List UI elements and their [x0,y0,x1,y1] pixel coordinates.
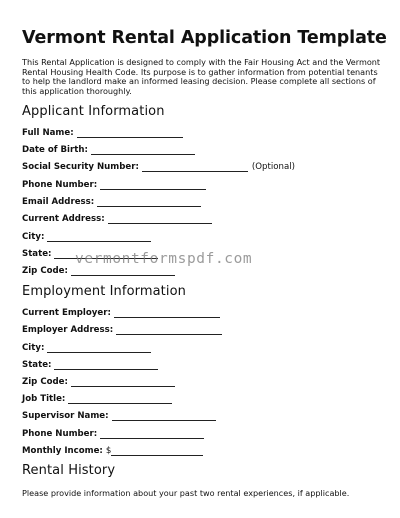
phone-number-line[interactable] [100,180,206,190]
field-label: Full Name: [22,128,74,138]
job-title-line[interactable] [68,394,172,404]
email-address-field[interactable] [22,196,201,208]
zip-code-line[interactable] [71,266,175,276]
employment-zip-code-field[interactable] [22,376,175,388]
employment-state-line[interactable] [54,360,158,370]
currency-symbol: $ [105,446,112,456]
employment-phone-number-field[interactable] [22,428,204,440]
current-address-line[interactable] [108,214,212,224]
city-line[interactable] [47,232,151,242]
employment-phone-number-line[interactable] [100,429,204,439]
field-label: Job Title: [22,394,66,404]
rental-history-heading: Rental History [22,463,116,478]
current-employer-field[interactable] [22,307,220,319]
field-label: Phone Number: [22,180,98,190]
current-employer-line[interactable] [114,308,220,318]
employment-heading: Employment Information [22,284,186,299]
field-label: State: [22,360,52,370]
date-of-birth-line[interactable] [91,145,195,155]
document-title: Vermont Rental Application Template [22,28,387,48]
date-of-birth-field[interactable] [22,144,195,156]
monthly-income-field[interactable] [22,445,203,457]
supervisor-name-line[interactable] [112,411,216,421]
field-label: Current Employer: [22,308,111,318]
employment-state-field[interactable] [22,359,158,371]
field-label: Zip Code: [22,377,68,387]
field-label: Social Security Number: [22,162,139,172]
field-label: Zip Code: [22,266,68,276]
full-name-line[interactable] [77,128,183,138]
field-label: Employer Address: [22,325,114,335]
watermark-text: vermontformspdf.com [75,251,253,267]
field-label: Supervisor Name: [22,411,109,421]
employment-zip-code-line[interactable] [71,377,175,387]
field-label: Phone Number: [22,429,98,439]
monthly-income-line[interactable] [111,446,203,456]
field-label: State: [22,249,52,259]
intro-paragraph: This Rental Application is designed to comply with the Fair Housing Act and the Vermont Rental Housing Health Code. Its purpose is to gather information from potential tenants to help the landlord make an informed leasing decision. Please complete all sections of this application thoroughly. [22,57,381,96]
field-label: Email Address: [22,197,95,207]
field-label: City: [22,232,45,242]
city-field[interactable] [22,231,151,243]
email-address-line[interactable] [97,197,201,207]
employment-city-line[interactable] [47,343,151,353]
ssn-line[interactable] [142,162,248,172]
applicant-heading: Applicant Information [22,104,165,119]
optional-note: (Optional) [251,162,295,172]
employer-address-field[interactable] [22,324,222,336]
rental-history-text: Please provide information about your past two rental experiences, if applicable. [22,488,350,498]
field-label: Date of Birth: [22,145,88,155]
current-address-field[interactable] [22,213,212,225]
full-name-field[interactable] [22,127,183,139]
ssn-field[interactable] [22,161,295,173]
employer-address-line[interactable] [116,325,222,335]
phone-number-field[interactable] [22,179,206,191]
field-label: Monthly Income: [22,446,103,456]
field-label: City: [22,343,45,353]
field-label: Current Address: [22,214,105,224]
supervisor-name-field[interactable] [22,410,216,422]
employment-city-field[interactable] [22,342,151,354]
job-title-field[interactable] [22,393,172,405]
